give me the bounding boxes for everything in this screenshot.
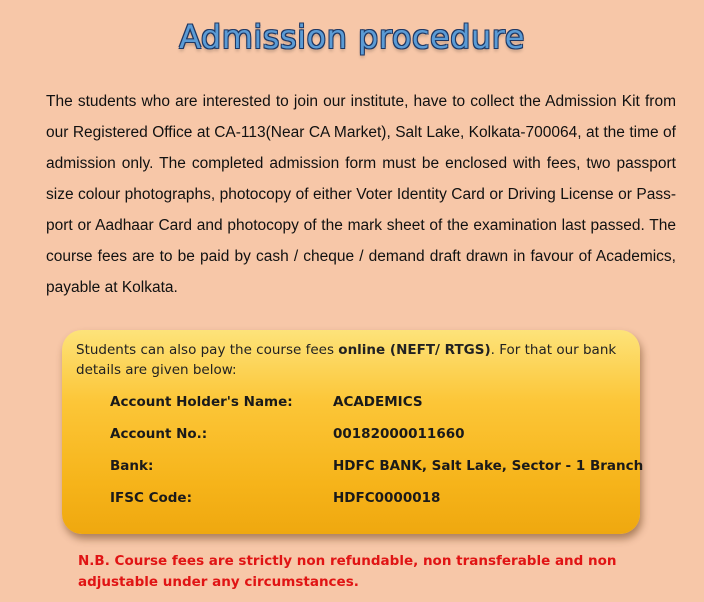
bank-row-value: ACADEMICS <box>333 394 423 410</box>
bank-row-value: HDFC0000018 <box>333 490 441 506</box>
refund-note: N.B. Course fees are strictly non refundable, non transferable and non adjustable under any circumstances. <box>78 553 617 590</box>
bank-intro <box>76 340 636 380</box>
bank-row-label: Account No.: <box>110 426 208 442</box>
bank-intro-start: Students can also pay the course fees <box>76 342 339 358</box>
bank-row-label: Account Holder's Name: <box>110 394 293 410</box>
admission-paragraph: The students who are interested to join our institute, have to collect the Admission Kit from our Registered Office at CA-113(Near CA Market), Salt Lake, Kolkata-700064, at the time of admission only. The completed admission form must be enclosed with fees, two passport size colour photographs, photocopy of either Voter Identity Card or Driving License or Pass-port or Aadhaar Card and photocopy of the mark sheet of the examination last passed. The course fees are to be paid by cash / cheque / demand draft drawn in favour of Academics, payable at Kolkata. <box>46 93 676 296</box>
bank-intro-end: . For that our bank details are given below: <box>76 342 617 378</box>
bank-row-label: IFSC Code: <box>110 490 192 506</box>
bank-row-label: Bank: <box>110 458 154 474</box>
bank-intro-online: online (NEFT/ RTGS) <box>338 342 491 358</box>
bank-row-value: 00182000011660 <box>333 426 465 442</box>
bank-details-box <box>62 330 644 534</box>
bank-row-value: HDFC BANK, Salt Lake, Sector - 1 Branch <box>333 458 644 474</box>
page-title: Admission procedure <box>179 18 525 56</box>
